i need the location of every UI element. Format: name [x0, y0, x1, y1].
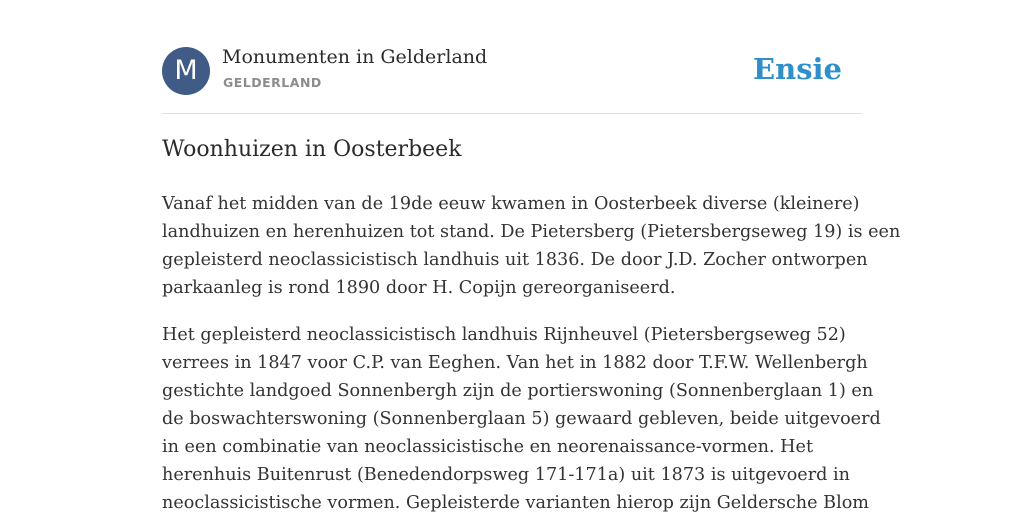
article-paragraph-2 — [162, 321, 881, 512]
paragraph-line: gestichte landgoed Sonnenbergh zijn de portierswoning (Sonnenberglaan 1) en — [162, 381, 874, 401]
paragraph-line: verrees in 1847 voor C.P. van Eeghen. Van het in 1882 door T.F.W. Wellenbergh — [162, 353, 868, 373]
avatar[interactable]: M — [162, 47, 210, 95]
article-title: Woonhuizen in Oosterbeek — [162, 137, 462, 162]
paragraph-line: Het gepleisterd neoclassicistisch landhuis Rijnheuvel (Pietersbergseweg 52) — [162, 325, 846, 345]
paragraph-line: landhuizen en herenhuizen tot stand. De Pietersberg (Pietersbergseweg 19) is een — [162, 222, 901, 242]
article-body — [162, 190, 901, 512]
paragraph-line: in een combinatie van neoclassicistische en neorenaissance-vormen. Het — [162, 437, 814, 457]
publication-subtitle[interactable]: GELDERLAND — [223, 75, 322, 90]
publication-title[interactable]: Monumenten in Gelderland — [222, 46, 488, 68]
paragraph-line: de boswachterswoning (Sonnenberglaan 5) gewaard gebleven, beide uitgevoerd — [162, 409, 881, 429]
paragraph-line: herenhuis Buitenrust (Benedendorpsweg 171-171a) uit 1873 is uitgevoerd in — [162, 465, 850, 485]
paragraph-line: parkaanleg is rond 1890 door H. Copijn gereorganiseerd. — [162, 278, 676, 298]
brand-logo[interactable]: Ensie — [753, 52, 842, 86]
header — [162, 46, 862, 96]
paragraph-line: Vanaf het midden van de 19de eeuw kwamen in Oosterbeek diverse (kleinere) — [162, 194, 860, 214]
header-divider — [162, 113, 862, 114]
paragraph-line: neoclassicistische vormen. Gepleisterde varianten hierop zijn Geldersche Blom — [162, 493, 869, 512]
article-paragraph-1 — [162, 190, 901, 302]
paragraph-line: gepleisterd neoclassicistisch landhuis uit 1836. De door J.D. Zocher ontworpen — [162, 250, 868, 270]
